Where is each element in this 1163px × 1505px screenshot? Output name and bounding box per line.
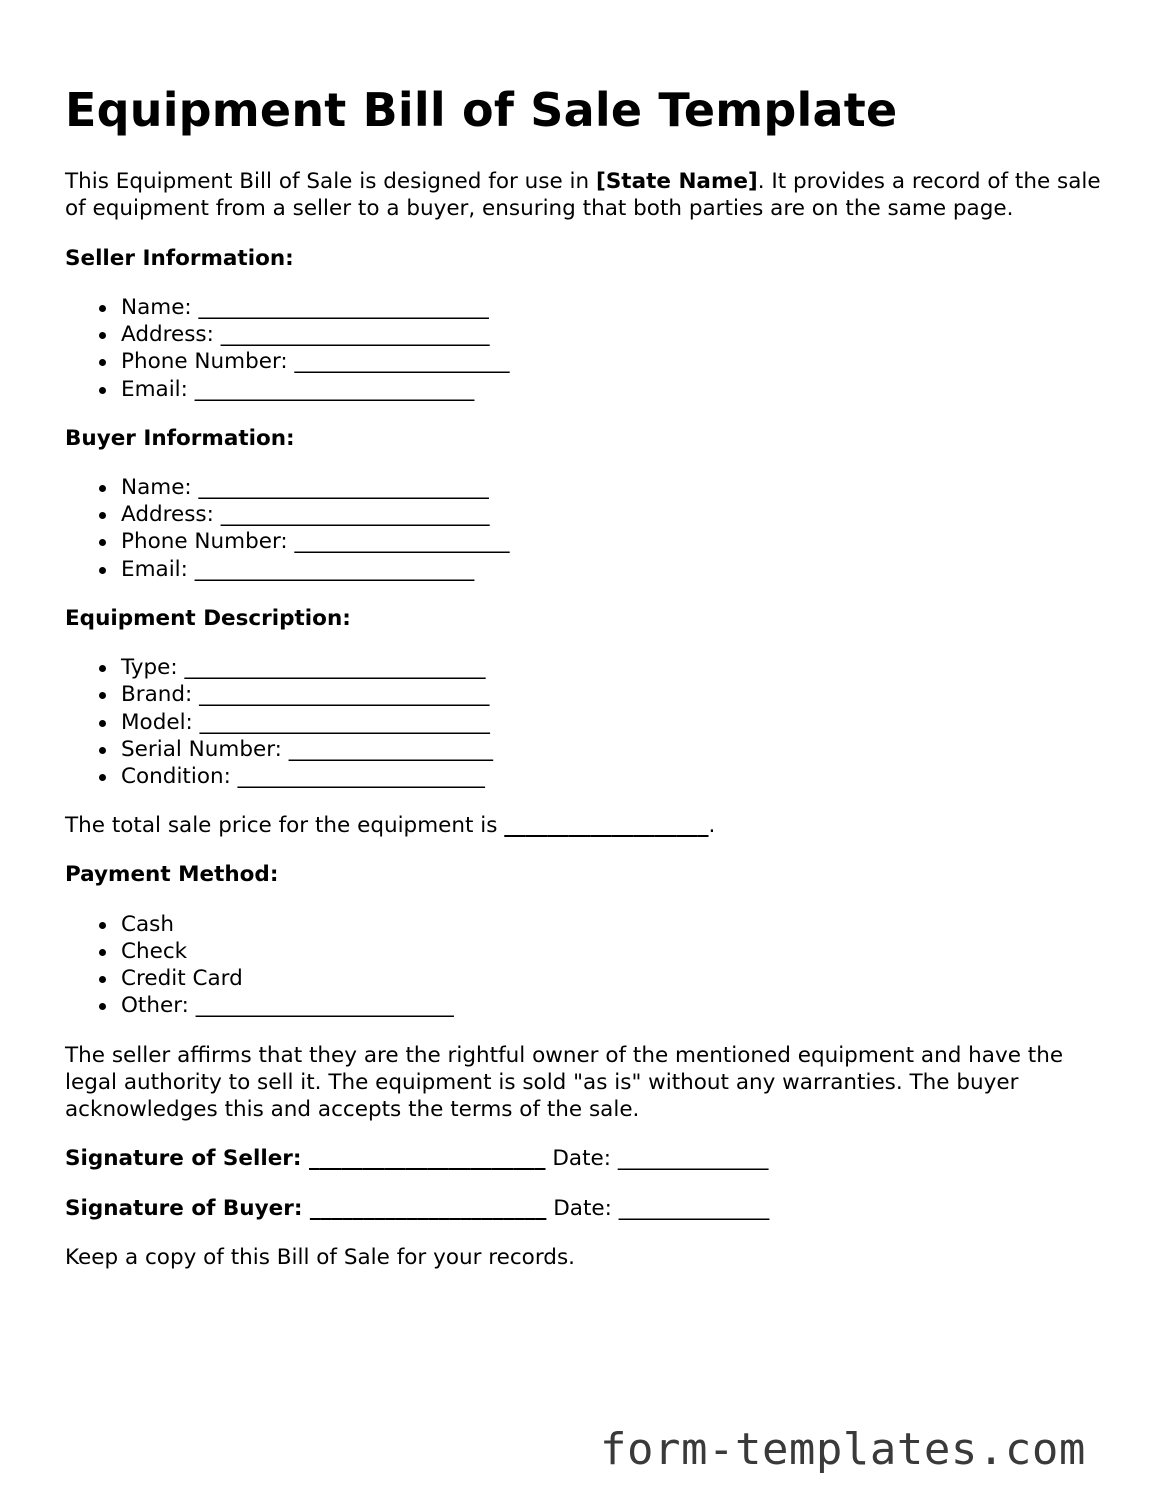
buyer-fields-list (65, 474, 1115, 583)
buyer-name-field: Name: ___________________________ (121, 474, 1115, 501)
payment-other: Other: ________________________ (121, 992, 1115, 1019)
buyer-phone-field: Phone Number: ____________________ (121, 528, 1115, 555)
payment-check: Check (121, 938, 1115, 965)
buyer-signature-label: Signature of Buyer: (65, 1195, 303, 1221)
intro-paragraph (65, 168, 1115, 223)
seller-signature-blank: ______________________ (301, 1146, 546, 1172)
seller-fields-list (65, 294, 1115, 403)
sale-price-blank: ___________________ (504, 813, 709, 839)
equipment-fields-list (65, 654, 1115, 790)
closing-note: Keep a copy of this Bill of Sale for your records. (65, 1245, 575, 1271)
buyer-signature-date: Date: ______________ (546, 1195, 770, 1221)
equipment-heading: Equipment Description: (65, 605, 351, 631)
seller-name-field: Name: ___________________________ (121, 294, 1115, 321)
equipment-model-field: Model: ___________________________ (121, 709, 1115, 736)
seller-signature-line (65, 1145, 1115, 1172)
sale-price-line (65, 812, 1115, 839)
intro-text-before: This Equipment Bill of Sale is designed for use in (65, 169, 596, 194)
seller-email-field: Email: __________________________ (121, 376, 1115, 403)
equipment-type-field: Type: ____________________________ (121, 654, 1115, 681)
seller-heading: Seller Information: (65, 245, 294, 271)
buyer-email-field: Email: __________________________ (121, 556, 1115, 583)
equipment-condition-field: Condition: _______________________ (121, 763, 1115, 790)
equipment-serial-field: Serial Number: ___________________ (121, 736, 1115, 763)
seller-signature-date: Date: ______________ (545, 1146, 769, 1172)
site-watermark: form-templates.com (600, 1424, 1086, 1475)
payment-credit-card: Credit Card (121, 965, 1115, 992)
payment-methods-list (65, 911, 1115, 1020)
intro-text-after: . It provides a record of the sale of equipment from a seller to a buyer, ensuring that both parties are on the same page. (65, 169, 1101, 222)
affirmation-paragraph: The seller affirms that they are the rightful owner of the mentioned equipment and have the legal authority to sell it. The equipment is sold "as is" without any warranties. The buyer acknowledges this and accepts the terms of the sale. (65, 1042, 1064, 1123)
equipment-brand-field: Brand: ___________________________ (121, 681, 1115, 708)
seller-signature-label: Signature of Seller: (65, 1146, 302, 1172)
state-name-placeholder: [State Name] (596, 169, 758, 194)
sale-price-text: The total sale price for the equipment is (65, 813, 505, 839)
seller-address-field: Address: _________________________ (121, 321, 1115, 348)
document-title: Equipment Bill of Sale Template (65, 83, 898, 137)
document-page (65, 78, 1115, 1271)
buyer-signature-line (65, 1195, 1115, 1222)
payment-heading: Payment Method: (65, 862, 279, 888)
buyer-signature-blank: ______________________ (302, 1195, 547, 1221)
buyer-heading: Buyer Information: (65, 425, 295, 451)
buyer-address-field: Address: _________________________ (121, 501, 1115, 528)
payment-cash: Cash (121, 911, 1115, 938)
seller-phone-field: Phone Number: ____________________ (121, 348, 1115, 375)
sale-price-period: . (708, 813, 716, 839)
